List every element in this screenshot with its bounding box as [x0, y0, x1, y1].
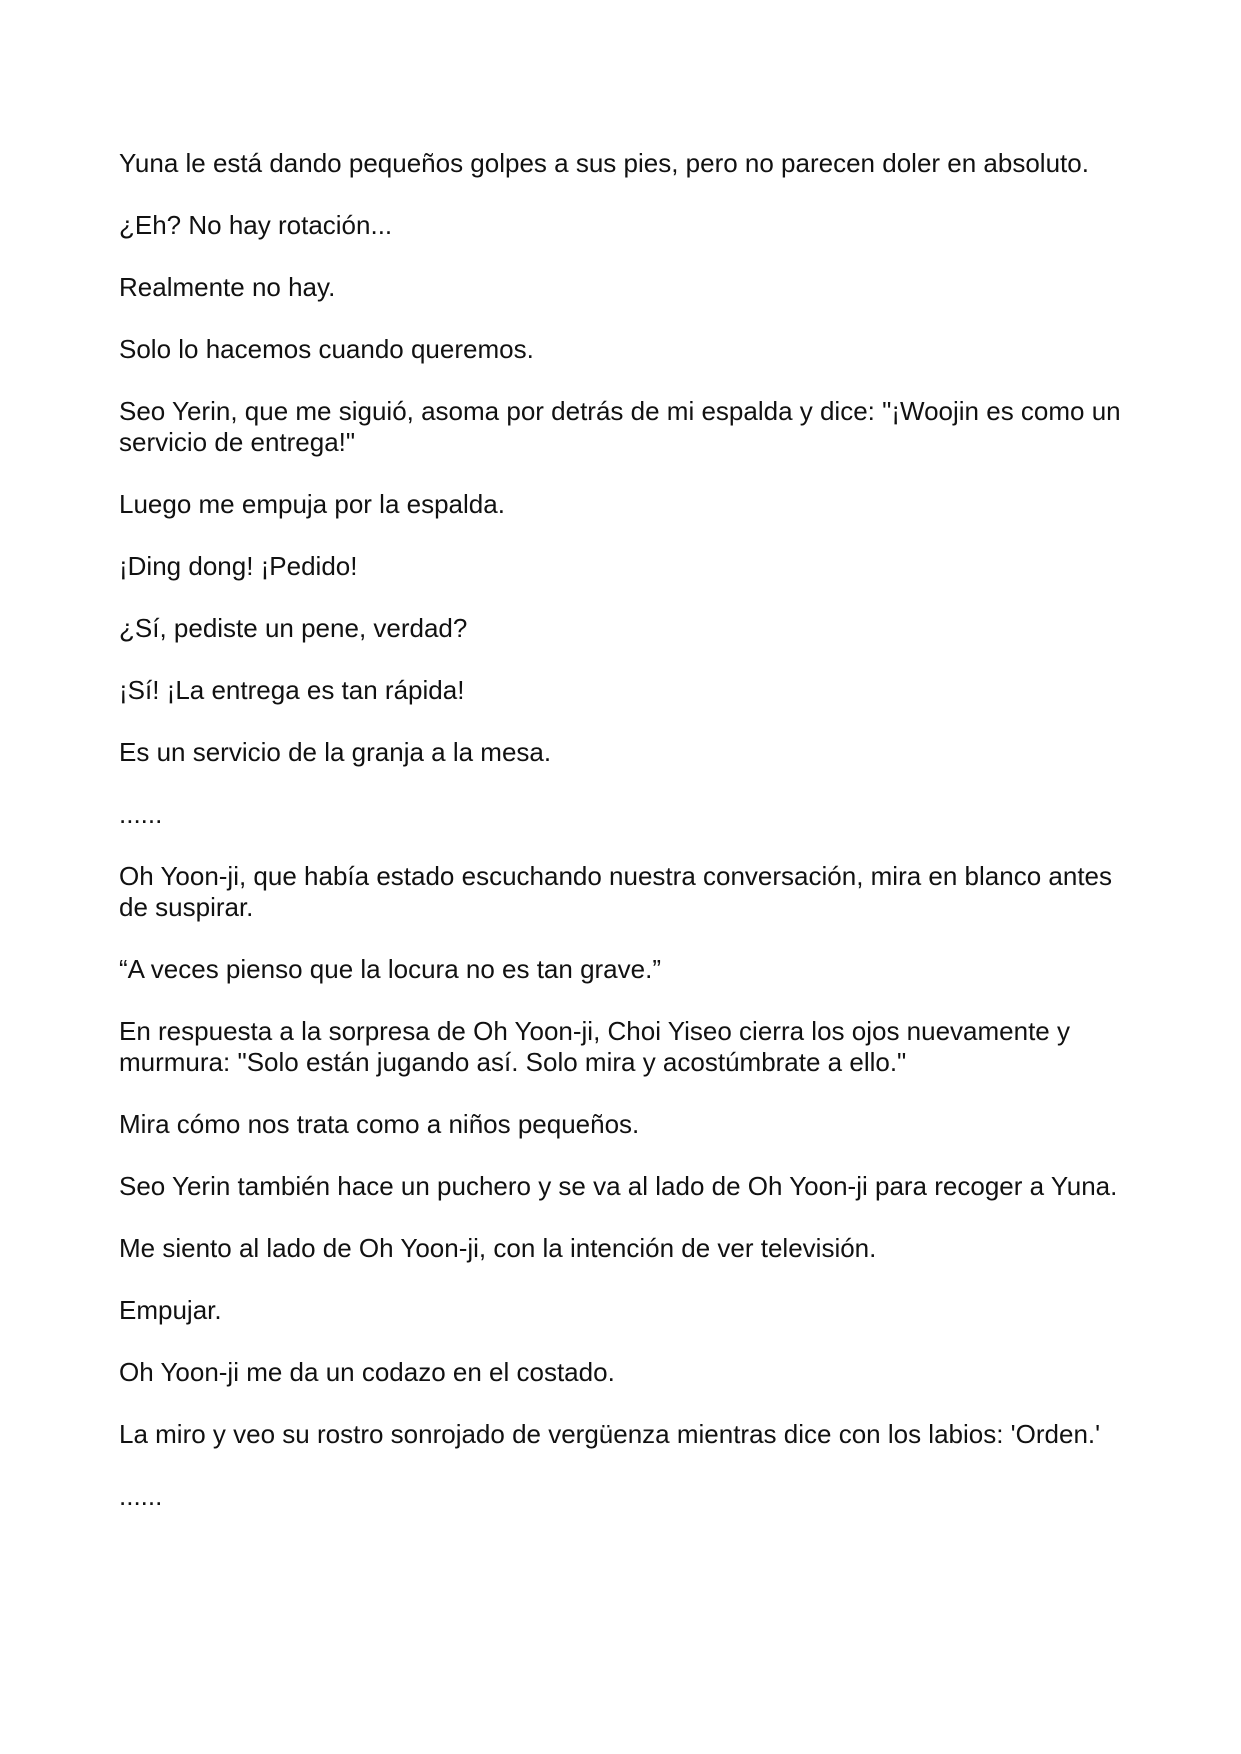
paragraph: ......	[119, 1481, 163, 1511]
paragraph: Oh Yoon-ji, que había estado escuchando nuestra conversación, mira en blanco antes de suspirar.	[119, 861, 1113, 922]
paragraph: En respuesta a la sorpresa de Oh Yoon-ji, Choi Yiseo cierra los ojos nuevamente y murmura: "Solo están jugando así. Solo mira y acostúmbrate a ello."	[119, 1016, 1070, 1077]
paragraph: Es un servicio de la granja a la mesa.	[119, 737, 552, 767]
paragraph: Yuna le está dando pequeños golpes a sus pies, pero no parecen doler en absoluto.	[119, 148, 1089, 178]
paragraph: “A veces pienso que la locura no es tan grave.”	[119, 954, 661, 984]
paragraph: Seo Yerin, que me siguió, asoma por detrás de mi espalda y dice: "¡Woojin es como un servicio de entrega!"	[119, 396, 1121, 457]
paragraph: Seo Yerin también hace un puchero y se va al lado de Oh Yoon-ji para recoger a Yuna.	[119, 1171, 1118, 1201]
paragraph: ......	[119, 799, 163, 829]
paragraph: ¿Sí, pediste un pene, verdad?	[119, 613, 468, 643]
paragraph: ¡Sí! ¡La entrega es tan rápida!	[119, 675, 465, 705]
paragraph: Mira cómo nos trata como a niños pequeños.	[119, 1109, 640, 1139]
paragraph: Realmente no hay.	[119, 272, 336, 302]
paragraph: Empujar.	[119, 1295, 222, 1325]
paragraph: La miro y veo su rostro sonrojado de vergüenza mientras dice con los labios: 'Orden.'	[119, 1419, 1101, 1449]
paragraph: Luego me empuja por la espalda.	[119, 489, 505, 519]
paragraph: Me siento al lado de Oh Yoon-ji, con la intención de ver televisión.	[119, 1233, 877, 1263]
document-body	[119, 148, 1129, 1543]
paragraph: Solo lo hacemos cuando queremos.	[119, 334, 534, 364]
paragraph: ¡Ding dong! ¡Pedido!	[119, 551, 358, 581]
paragraph: ¿Eh? No hay rotación...	[119, 210, 393, 240]
paragraph: Oh Yoon-ji me da un codazo en el costado.	[119, 1357, 615, 1387]
